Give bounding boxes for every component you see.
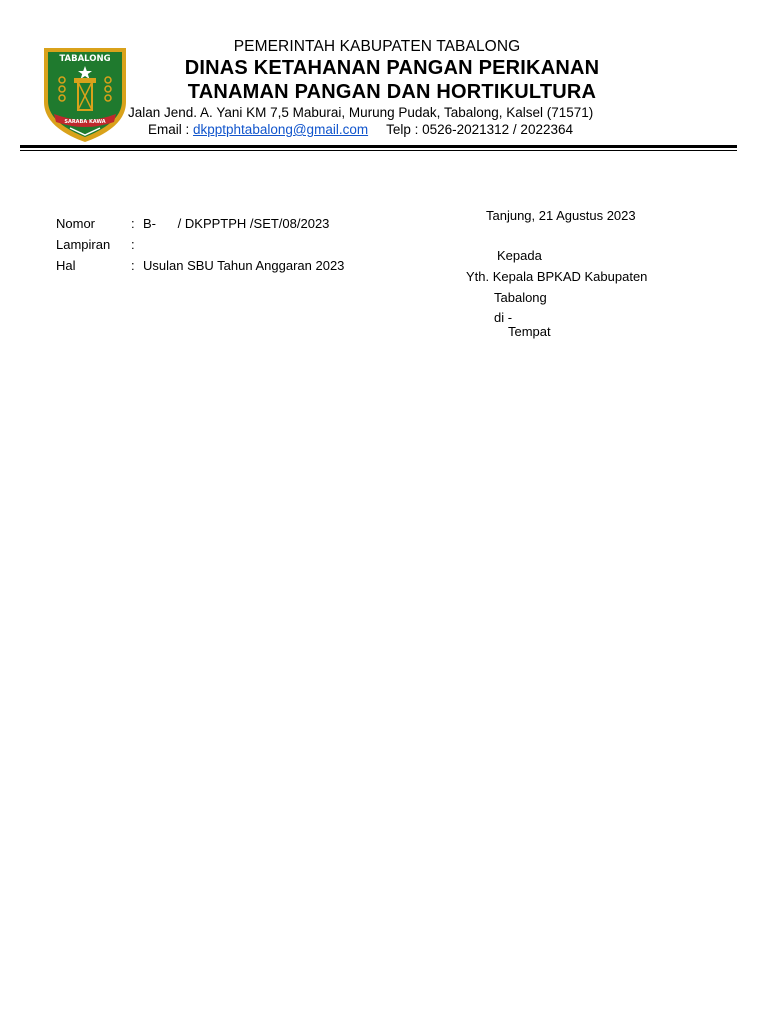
nomor-colon: : bbox=[131, 216, 135, 231]
agency-name-line-2: TANAMAN PANGAN DAN HORTIKULTURA bbox=[187, 81, 597, 103]
kepada-label: Kepada bbox=[497, 248, 542, 263]
hal-label: Hal bbox=[56, 258, 76, 273]
hal-value: Usulan SBU Tahun Anggaran 2023 bbox=[143, 258, 345, 273]
email-link[interactable]: dkpptphtabalong@gmail.com bbox=[193, 122, 369, 137]
lampiran-label: Lampiran bbox=[56, 237, 111, 252]
nomor-label: Nomor bbox=[56, 216, 96, 231]
hal-colon: : bbox=[131, 258, 135, 273]
agency-name-line-1: DINAS KETAHANAN PANGAN PERIKANAN bbox=[184, 57, 600, 79]
recipient-line-2: Tabalong bbox=[494, 290, 547, 305]
di-label: di - bbox=[494, 310, 513, 325]
recipient-line-1: Yth. Kepala BPKAD Kabupaten bbox=[466, 269, 648, 284]
tabalong-regency-seal bbox=[40, 44, 130, 144]
phone-number: Telp : 0526-2021312 / 2022364 bbox=[386, 122, 573, 137]
email-label: Email : bbox=[148, 122, 194, 137]
seal-title-text: TABALONG bbox=[59, 54, 111, 64]
letterhead-divider-thin bbox=[20, 150, 737, 151]
agency-contact bbox=[148, 122, 573, 137]
government-name: PEMERINTAH KABUPATEN TABALONG bbox=[233, 38, 521, 55]
seal-ribbon-text: SARABA KAWA bbox=[64, 119, 106, 125]
letter-date: Tanjung, 21 Agustus 2023 bbox=[486, 208, 636, 223]
nomor-value: B- / DKPPTPH /SET/08/2023 bbox=[143, 216, 330, 231]
tempat-label: Tempat bbox=[508, 324, 551, 339]
lampiran-colon: : bbox=[131, 237, 135, 252]
agency-address: Jalan Jend. A. Yani KM 7,5 Maburai, Murung Pudak, Tabalong, Kalsel (71571) bbox=[128, 105, 594, 120]
letterhead-divider-thick bbox=[20, 145, 737, 148]
